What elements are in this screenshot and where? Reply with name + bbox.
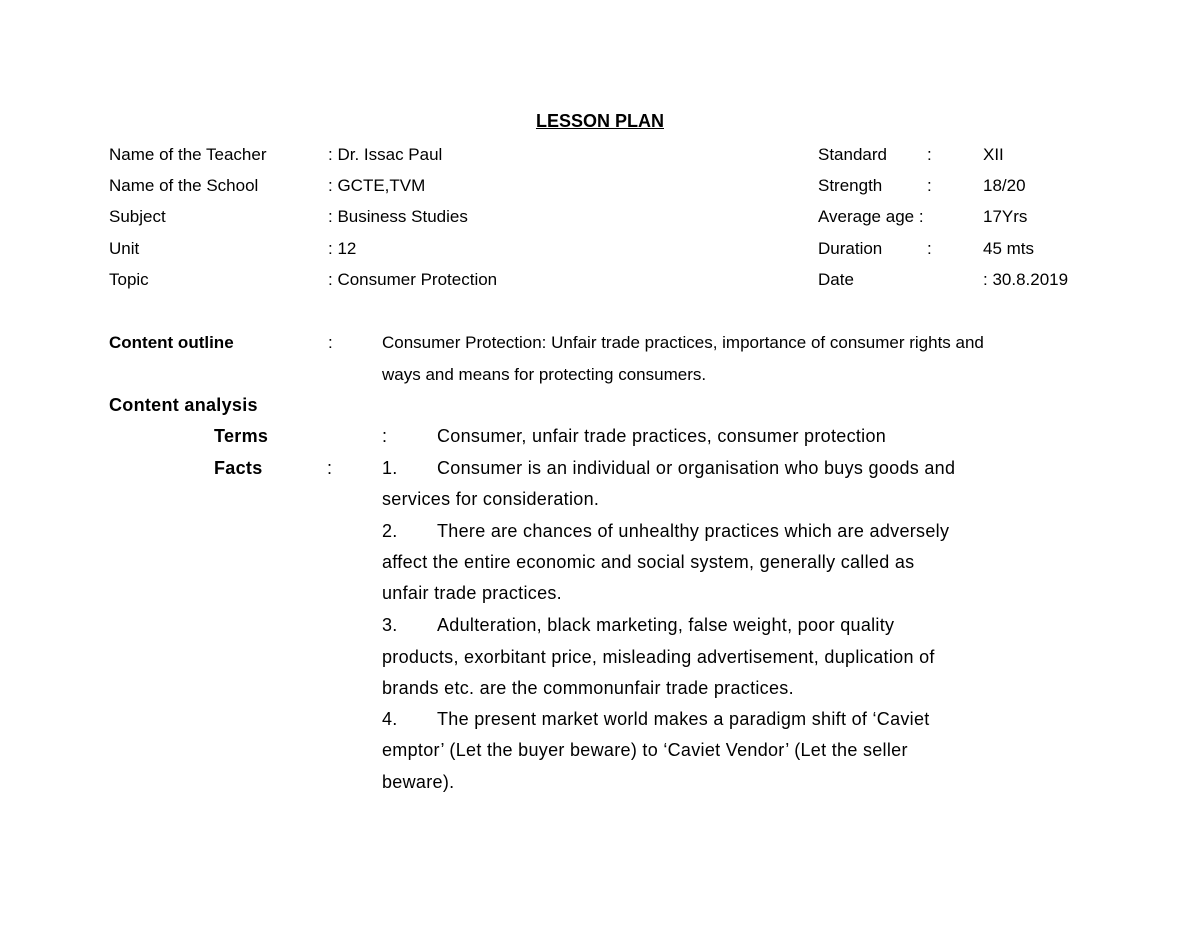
fact-line: Consumer is an individual or organisation who buys goods and xyxy=(437,458,956,478)
school-value: : GCTE,TVM xyxy=(328,176,426,195)
fact-line: unfair trade practices. xyxy=(382,583,562,603)
average-age-value: 17Yrs xyxy=(983,207,1028,226)
content-outline-label: Content outline xyxy=(109,333,234,352)
standard-label: Standard xyxy=(818,145,887,164)
average-age-label: Average age : xyxy=(818,207,924,226)
content-outline-colon: : xyxy=(328,333,333,352)
standard-colon: : xyxy=(927,145,932,164)
fact-line: The present market world makes a paradigm shift of ‘Caviet xyxy=(437,709,930,729)
date-value: : 30.8.2019 xyxy=(983,270,1069,289)
fact-number: 1. xyxy=(382,458,398,478)
fact-number: 4. xyxy=(382,709,398,729)
teacher-label: Name of the Teacher xyxy=(109,145,267,164)
school-label: Name of the School xyxy=(109,176,259,195)
standard-value: XII xyxy=(983,145,1004,164)
fact-line: There are chances of unhealthy practices which are adversely xyxy=(437,521,950,541)
terms-colon: : xyxy=(382,426,388,446)
unit-value: : 12 xyxy=(328,239,357,258)
strength-colon: : xyxy=(927,176,932,195)
fact-line: services for consideration. xyxy=(382,489,600,509)
fact-number: 2. xyxy=(382,521,398,541)
subject-value: : Business Studies xyxy=(328,207,468,226)
duration-colon: : xyxy=(927,239,932,258)
content-analysis-heading: Content analysis xyxy=(109,395,258,415)
terms-value: Consumer, unfair trade practices, consumer protection xyxy=(437,426,887,446)
content-outline-line-2: ways and means for protecting consumers. xyxy=(382,365,707,384)
fact-line: products, exorbitant price, misleading advertisement, duplication of xyxy=(382,647,935,667)
fact-line: beware). xyxy=(382,772,455,792)
fact-line: emptor’ (Let the buyer beware) to ‘Caviet Vendor’ (Let the seller xyxy=(382,740,908,760)
terms-label: Terms xyxy=(214,426,269,446)
duration-value: 45 mts xyxy=(983,239,1035,258)
fact-line: brands etc. are the commonunfair trade practices. xyxy=(382,678,794,698)
fact-number: 3. xyxy=(382,615,398,635)
facts-colon: : xyxy=(327,458,333,478)
fact-line: affect the entire economic and social system, generally called as xyxy=(382,552,915,572)
duration-label: Duration xyxy=(818,239,883,258)
date-label: Date xyxy=(818,270,854,289)
content-outline-line-1: Consumer Protection: Unfair trade practices, importance of consumer rights and xyxy=(382,333,984,352)
strength-value: 18/20 xyxy=(983,176,1026,195)
page-title: LESSON PLAN xyxy=(535,111,664,131)
fact-line: Adulteration, black marketing, false weight, poor quality xyxy=(437,615,895,635)
topic-value: : Consumer Protection xyxy=(328,270,498,289)
teacher-value: : Dr. Issac Paul xyxy=(328,145,443,164)
facts-label: Facts xyxy=(214,458,263,478)
unit-label: Unit xyxy=(109,239,140,258)
subject-label: Subject xyxy=(109,207,166,226)
topic-label: Topic xyxy=(109,270,149,289)
strength-label: Strength xyxy=(818,176,883,195)
